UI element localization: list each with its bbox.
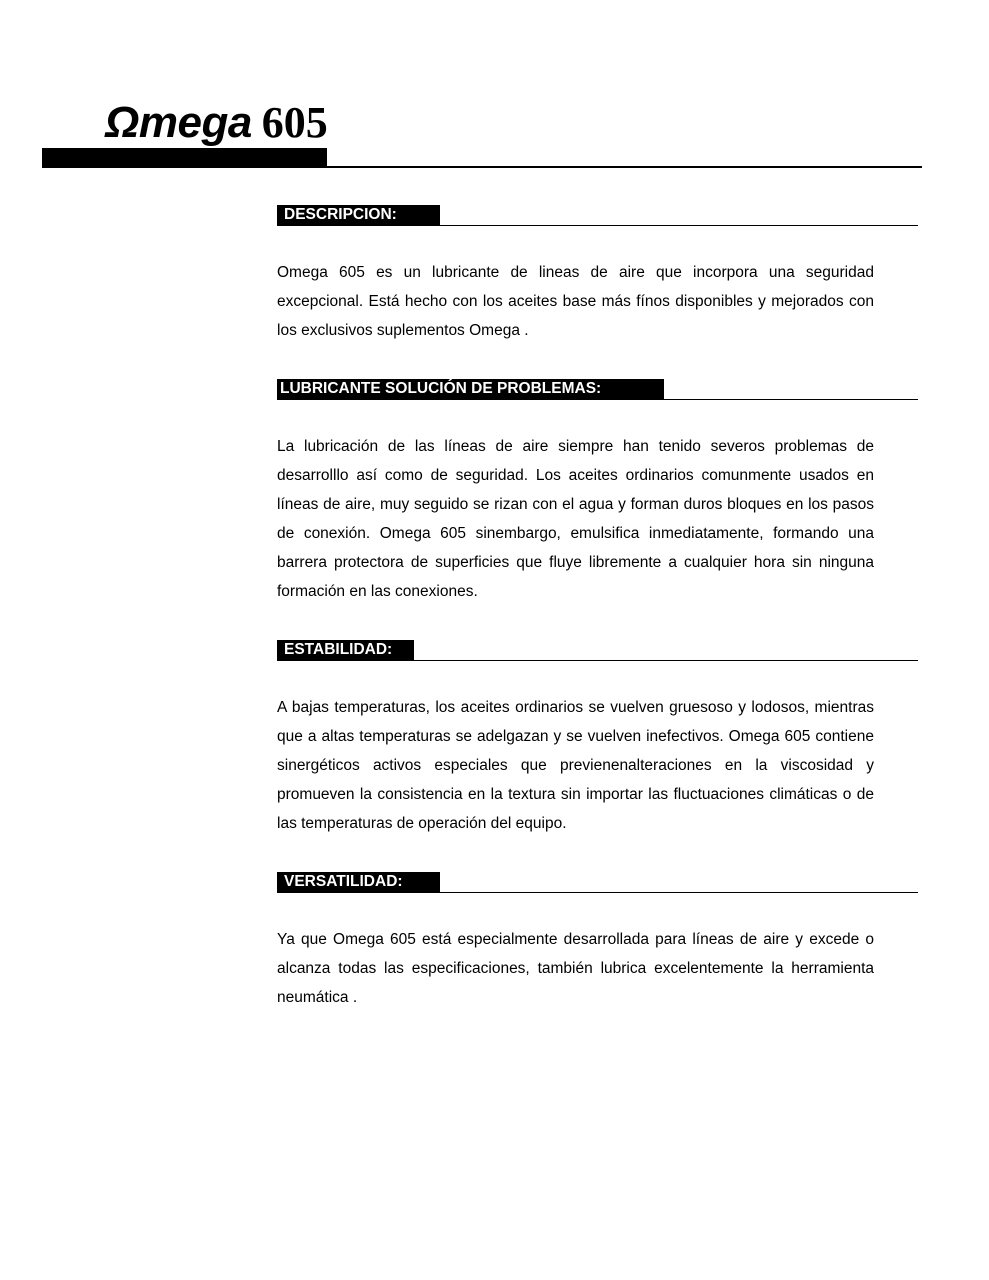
page-title [105, 96, 328, 150]
section-text-versatilidad: Ya que Omega 605 está especialmente desarrollada para líneas de aire y excede o alcanza todas las especificaciones, también lubrica excelentemente la herramienta neumática . [277, 931, 874, 1006]
section-header-solucion-problemas [277, 379, 918, 400]
title-rule [42, 166, 922, 168]
model-number: 605 [261, 98, 328, 147]
section-heading: VERSATILIDAD: [277, 872, 440, 892]
section-header-versatilidad [277, 872, 918, 893]
section-text-estabilidad: A bajas temperaturas, los aceites ordinarios se vuelven gruesoso y lodosos, mientras que a altas temperaturas se adelgazan y se vuelven inefectivos. Omega 605 contiene sinergéticos activos especiales que previenenalteraciones en la viscosidad y promueven la consistencia en la textura sin importar las fluctuaciones climáticas o de las temperaturas de operación del equipo. [277, 699, 874, 832]
section-heading: ESTABILIDAD: [277, 640, 414, 660]
section-heading: DESCRIPCION: [277, 205, 440, 225]
title-bar [42, 148, 327, 168]
brand-name: Ωmega [105, 98, 252, 147]
section-header-estabilidad [277, 640, 918, 661]
section-text-descripcion: Omega 605 es un lubricante de lineas de aire que incorpora una seguridad excepcional. Está hecho con los aceites base más fínos disponibles y mejorados con los exclusivos suplementos Omega . [277, 264, 874, 339]
section-heading: LUBRICANTE SOLUCIÓN DE PROBLEMAS: [277, 379, 664, 399]
section-text-solucion-problemas: La lubricación de las líneas de aire siempre han tenido severos problemas de desarrolllo así como de seguridad. Los aceites ordinarios comunmente usados en líneas de aire, muy seguido se rizan con el agua y forman duros bloques en los pasos de conexión. Omega 605 sinembargo, emulsifica inmediatamente, formando una barrera protectora de superficies que fluye libremente a cualquier hora sin ninguna formación en las conexiones. [277, 438, 874, 600]
section-header-descripcion [277, 205, 918, 226]
